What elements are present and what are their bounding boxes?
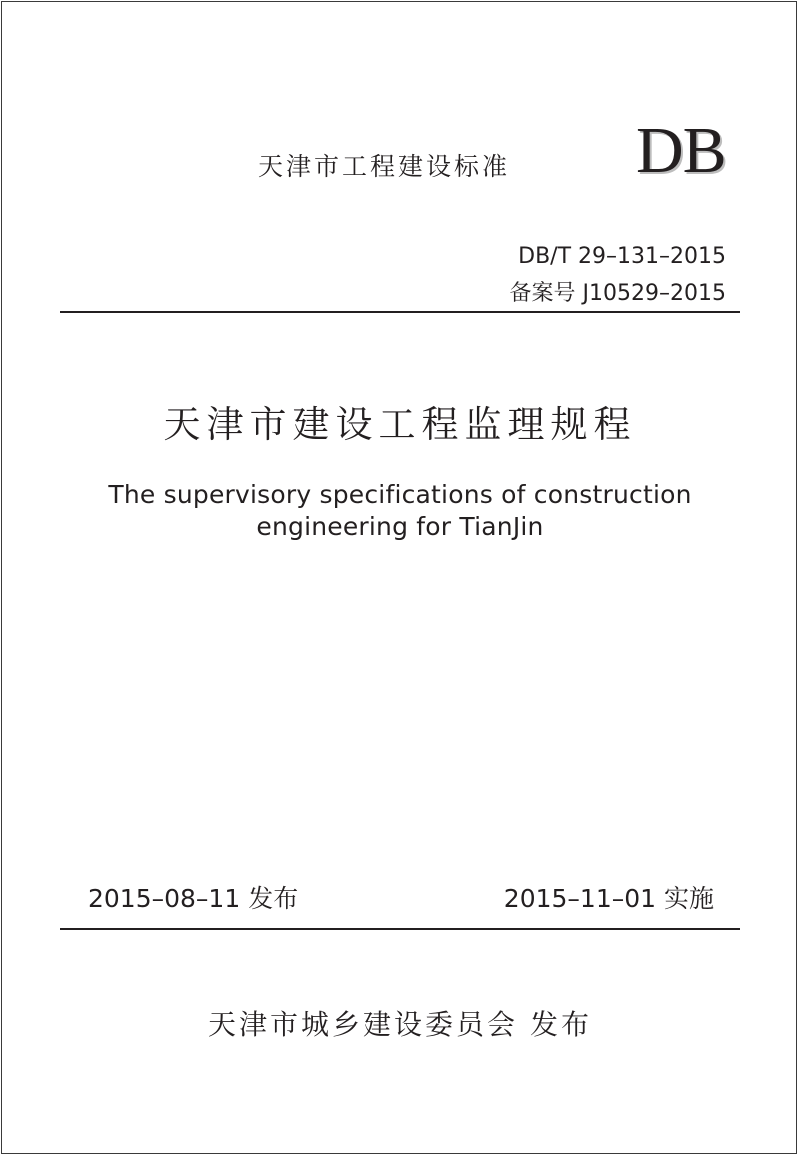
document-title-zh: 天津市建设工程监理规程 [163,403,637,446]
db-logo: DB [636,114,726,187]
issue-date: 2015–08–11 发布 [88,884,299,913]
publisher: 天津市城乡建设委员会 发布 [208,1008,592,1041]
implementation-date: 2015–11–01 实施 [503,884,714,913]
top-divider [60,311,740,313]
document-title-en-line2: engineering for TianJin [256,512,544,541]
record-number: 备案号 J10529–2015 [509,281,726,306]
document-title-en-line1: The supervisory specifications of construction [108,480,692,509]
bottom-divider [60,928,740,930]
standard-number: DB/T 29–131–2015 [518,244,726,269]
standard-type-label: 天津市工程建设标准 [258,152,511,181]
